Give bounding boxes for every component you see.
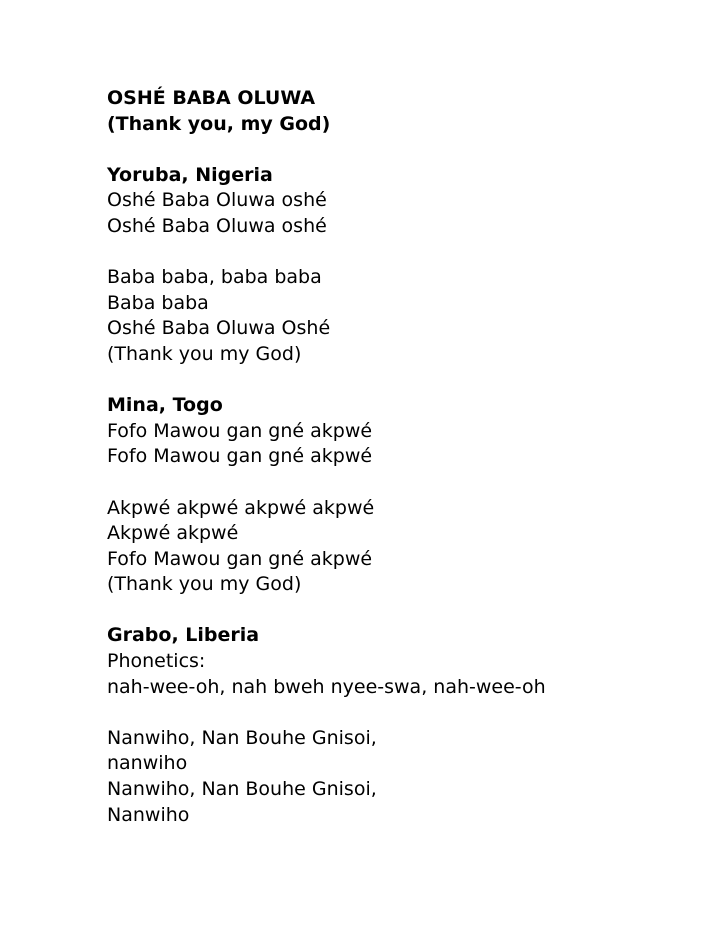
spacer [107,598,697,624]
lyric-line: nanwiho [107,752,188,775]
lyric-line: Nanwiho, Nan Bouhe Gnisoi, [107,726,377,749]
section-heading-grabo: Grabo, Liberia [107,624,260,647]
lyric-line: Fofo Mawou gan gné akpwé [107,419,373,442]
lyric-line: Oshé Baba Oluwa oshé [107,214,327,237]
lyric-line: Akpwé akpwé [107,522,239,545]
lyric-line: Fofo Mawou gan gné akpwé [107,547,373,570]
phonetics-line: nah-wee-oh, nah bweh nyee-swa, nah-wee-oh [107,675,546,698]
section-heading-mina: Mina, Togo [107,394,223,417]
lyric-line: Akpwé akpwé akpwé akpwé [107,496,375,519]
spacer [107,470,697,496]
spacer [107,700,697,726]
lyric-line: Baba baba, baba baba [107,266,322,289]
phonetics-label: Phonetics: [107,650,206,673]
lyric-line: (Thank you my God) [107,342,302,365]
lyric-line: Baba baba [107,291,209,314]
lyric-line: Oshé Baba Oluwa oshé [107,189,327,212]
song-title-translation: (Thank you, my God) [107,112,331,135]
lyric-line: Nanwiho [107,803,190,826]
spacer [107,240,697,266]
lyric-line: (Thank you my God) [107,573,302,596]
lyric-line: Nanwiho, Nan Bouhe Gnisoi, [107,778,377,801]
song-title: OSHÉ BABA OLUWA [107,87,316,109]
lyric-line: Fofo Mawou gan gné akpwé [107,445,373,468]
lyric-line: Oshé Baba Oluwa Oshé [107,317,331,340]
lyrics-document [107,86,697,828]
spacer [107,368,697,394]
section-heading-yoruba: Yoruba, Nigeria [107,163,273,186]
spacer [107,137,697,163]
